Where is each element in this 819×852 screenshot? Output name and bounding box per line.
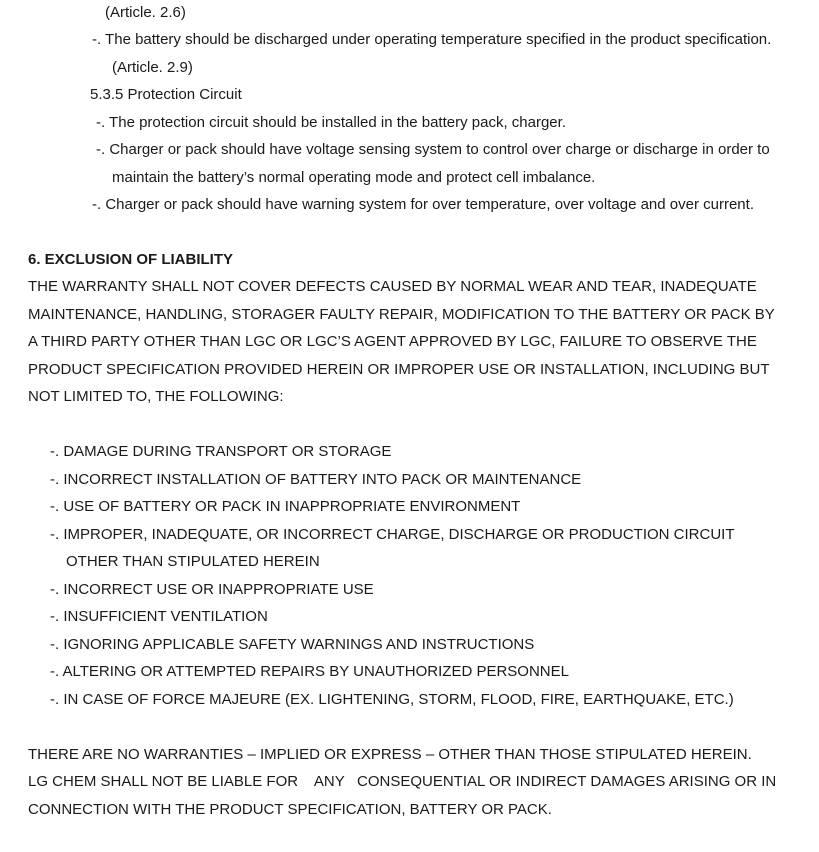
protection-item: -. The protection circuit should be installed in the battery pack, charger. bbox=[96, 114, 566, 131]
discharge-instruction: -. The battery should be discharged under operating temperature specified in the product specification. bbox=[92, 31, 772, 48]
exclusion-list-item: -. DAMAGE DURING TRANSPORT OR STORAGE bbox=[50, 443, 392, 460]
liability-paragraph-line: A THIRD PARTY OTHER THAN LGC OR LGC’S AGENT APPROVED BY LGC, FAILURE TO OBSERVE THE bbox=[28, 333, 757, 350]
exclusion-list-item: -. IGNORING APPLICABLE SAFETY WARNINGS AND INSTRUCTIONS bbox=[50, 636, 535, 653]
protection-item: -. Charger or pack should have voltage sensing system to control over charge or discharge in order to bbox=[96, 141, 770, 158]
exclusion-list-item-continuation: OTHER THAN STIPULATED HEREIN bbox=[66, 553, 320, 570]
liability-paragraph-line: MAINTENANCE, HANDLING, STORAGER FAULTY REPAIR, MODIFICATION TO THE BATTERY OR PACK BY bbox=[28, 306, 775, 323]
exclusion-list-item: -. ALTERING OR ATTEMPTED REPAIRS BY UNAUTHORIZED PERSONNEL bbox=[50, 663, 569, 680]
article-reference: (Article. 2.9) bbox=[112, 59, 193, 76]
section-heading-exclusion-of-liability: 6. EXCLUSION OF LIABILITY bbox=[28, 251, 234, 268]
closing-statement-line: CONNECTION WITH THE PRODUCT SPECIFICATION, BATTERY OR PACK. bbox=[28, 801, 552, 818]
closing-statement-line: LG CHEM SHALL NOT BE LIABLE FOR ANY CONSEQUENTIAL OR INDIRECT DAMAGES ARISING OR IN bbox=[28, 773, 777, 790]
protection-item: -. Charger or pack should have warning system for over temperature, over voltage and over current. bbox=[92, 196, 754, 213]
exclusion-list-item: -. USE OF BATTERY OR PACK IN INAPPROPRIATE ENVIRONMENT bbox=[50, 498, 521, 515]
liability-paragraph-line: NOT LIMITED TO, THE FOLLOWING: bbox=[28, 388, 284, 405]
protection-item-continuation: maintain the battery’s normal operating mode and protect cell imbalance. bbox=[112, 169, 596, 186]
exclusion-list-item: -. IMPROPER, INADEQUATE, OR INCORRECT CHARGE, DISCHARGE OR PRODUCTION CIRCUIT bbox=[50, 526, 735, 543]
exclusion-list-item: -. INCORRECT USE OR INAPPROPRIATE USE bbox=[50, 581, 374, 598]
section-heading-protection-circuit: 5.3.5 Protection Circuit bbox=[90, 86, 242, 103]
liability-paragraph-line: THE WARRANTY SHALL NOT COVER DEFECTS CAUSED BY NORMAL WEAR AND TEAR, INADEQUATE bbox=[28, 278, 757, 295]
closing-statement-line: THERE ARE NO WARRANTIES – IMPLIED OR EXPRESS – OTHER THAN THOSE STIPULATED HEREIN. bbox=[28, 746, 752, 763]
exclusion-list-item: -. INSUFFICIENT VENTILATION bbox=[50, 608, 268, 625]
article-reference: (Article. 2.6) bbox=[105, 4, 186, 21]
exclusion-list-item: -. INCORRECT INSTALLATION OF BATTERY INTO PACK OR MAINTENANCE bbox=[50, 471, 582, 488]
liability-paragraph-line: PRODUCT SPECIFICATION PROVIDED HEREIN OR IMPROPER USE OR INSTALLATION, INCLUDING BUT bbox=[28, 361, 770, 378]
exclusion-list-item: -. IN CASE OF FORCE MAJEURE (EX. LIGHTENING, STORM, FLOOD, FIRE, EARTHQUAKE, ETC.) bbox=[50, 691, 734, 708]
